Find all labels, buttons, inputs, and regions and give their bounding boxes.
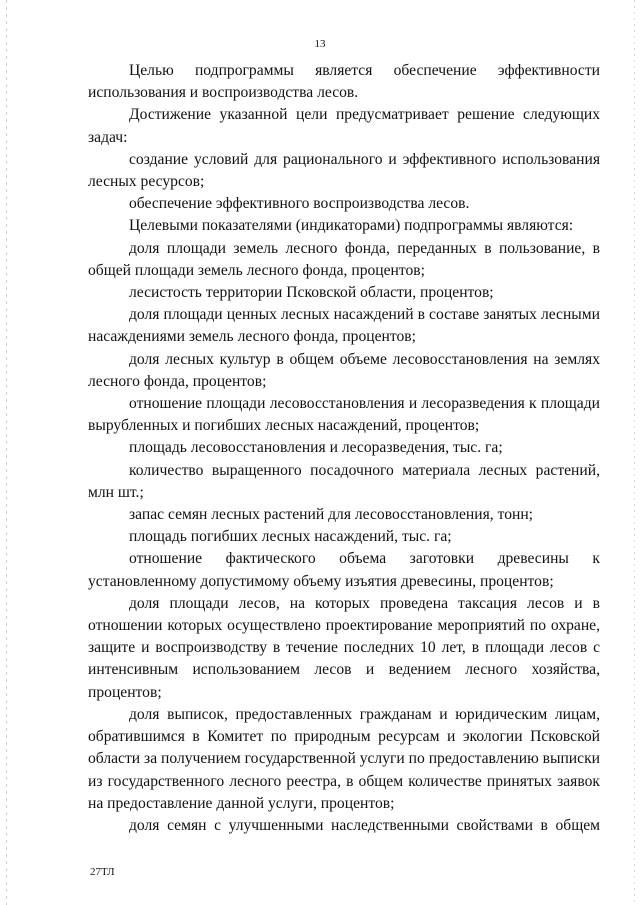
paragraph-indicator-continued: доля семян с улучшенными наследственными свойствами в общем [129,816,600,834]
paragraph-indicator: площадь лесовосстановления и лесоразведения, тыс. га; [129,439,503,457]
paragraph-indicator: отношение фактического объема заготовки древесины к установленному допустимому объему изъятия древесины, процентов; [88,550,600,590]
paragraph-indicator: отношение площади лесовосстановления и лесоразведения к площади вырубленных и погибших лесных насаждений, процентов; [88,395,600,435]
paragraph-indicator: лесистость территории Псковской области, процентов; [129,284,494,302]
document-body [88,60,600,837]
page-number: 13 [314,38,326,50]
paragraph-task-1: создание условий для рационального и эффективного использования лесных ресурсов; [88,150,600,191]
paragraph-task-2: обеспечение эффективного воспроизводства лесов. [129,195,470,213]
paragraph-indicator: запас семян лесных растений для лесовосстановления, тонн; [129,506,534,524]
footer-code: 27ТЛ [90,866,115,878]
paragraph-indicator: площадь погибших лесных насаждений, тыс. га; [129,528,452,546]
paragraph-indicator: доля площади ценных лесных насаждений в составе занятых лесными насаждениями земель лесного фонда, процентов; [88,306,600,346]
paragraph-indicator: доля лесных культур в общем объеме лесовосстановления на землях лесного фонда, процентов; [88,350,600,390]
paragraph-indicator: доля площади земель лесного фонда, переданных в пользование, в общей площади земель лесного фонда, процентов; [88,239,600,279]
paragraph-indicator: доля площади лесов, на которых проведена таксация лесов и в отношении которых осуществлено проектирование мероприятий по охране, защите и воспроизводству в течение последних 10 лет, в площади лесов с интенсивным использованием лесов и ведением лесного хозяйства, процентов; [88,594,600,701]
paragraph-indicator: количество выращенного посадочного материала лесных растений, млн шт.; [88,461,600,501]
scan-edge-right [634,0,635,905]
scan-edge-left [6,0,7,905]
paragraph-goal: Целью подпрограммы является обеспечение эффективности использования и воспроизводства лесов. [88,62,600,102]
paragraph-tasks-intro: Достижение указанной цели предусматривает решение следующих задач: [88,106,600,146]
paragraph-indicator: доля выписок, предоставленных гражданам и юридическим лицам, обратившимся в Комитет по природным ресурсам и экологии Псковской области за получением государственной услуги по предоставлению выписки из государственного лесного реестра, в общем количестве принятых заявок на предоставление данной услуги, процентов; [88,705,600,812]
paragraph-indicators-intro: Целевыми показателями (индикаторами) подпрограммы являются: [129,217,574,235]
